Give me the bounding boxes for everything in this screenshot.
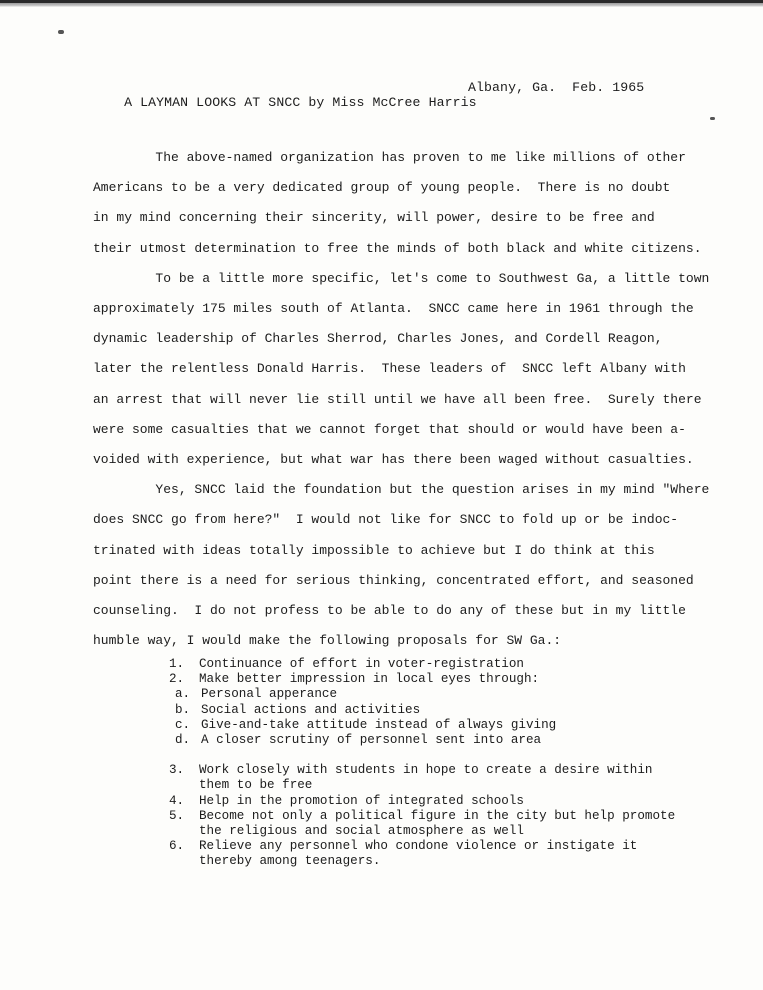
paragraph-line: dynamic leadership of Charles Sherrod, Charles Jones, and Cordell Reagon,: [93, 331, 663, 347]
sub-proposal-text: Social actions and activities: [201, 702, 421, 717]
sub-proposal-item: [169, 718, 675, 733]
sub-proposal-text: Personal apperance: [201, 687, 338, 702]
proposal-item: [169, 763, 675, 793]
paragraph-line: were some casualties that we cannot forget that should or would have been a-: [93, 421, 686, 437]
document-header: [92, 80, 645, 140]
proposal-number: 1.: [169, 657, 185, 671]
proposal-text: Make better impression in local eyes through:: [199, 672, 540, 687]
proposal-item: [169, 839, 675, 869]
proposal-number: 5.: [169, 808, 185, 823]
document-title: A LAYMAN LOOKS AT SNCC by Miss McCree Harris: [124, 95, 477, 110]
paragraph-line: their utmost determination to free the minds of both black and white citizens.: [93, 240, 702, 256]
document-body: [93, 143, 710, 656]
sub-proposal-list: [169, 687, 675, 748]
paragraph-line: point there is a need for serious thinking, concentrated effort, and seasoned: [93, 572, 694, 588]
proposal-text: thereby among teenagers.: [199, 854, 381, 869]
sub-proposal-text: Give-and-take attitude instead of always giving: [201, 717, 557, 732]
paragraph-line: approximately 175 miles south of Atlanta. SNCC came here in 1961 through the: [93, 301, 694, 317]
proposal-number: 2.: [169, 672, 185, 687]
sub-proposal-letter: b.: [175, 702, 191, 717]
proposal-number: 6.: [169, 839, 185, 854]
paragraph-line: later the relentless Donald Harris. These leaders of SNCC left Albany with: [93, 361, 686, 377]
proposal-list: [169, 657, 675, 870]
sub-proposal-letter: d.: [175, 733, 191, 748]
paragraph-line: does SNCC go from here?" I would not like for SNCC to fold up or be indoc-: [93, 512, 679, 528]
proposal-item: [169, 809, 675, 839]
paragraph-line: voided with experience, but what war has there been waged without casualties.: [93, 452, 694, 468]
proposal-item: [169, 794, 675, 809]
proposal-item: [169, 657, 675, 672]
proposal-text: the religious and social atmosphere as well: [199, 824, 524, 839]
proposal-number: 3.: [169, 763, 185, 778]
proposal-text: Relieve any personnel who condone violence or instigate it: [199, 839, 638, 854]
proposal-number: 4.: [169, 793, 185, 808]
sub-proposal-item: [169, 703, 675, 718]
paragraph-line: in my mind concerning their sincerity, will power, desire to be free and: [93, 210, 655, 226]
paragraph-line: The above-named organization has proven to me like millions of other: [93, 150, 686, 165]
scan-speck: [710, 117, 715, 120]
scan-speck: [58, 30, 64, 34]
sub-proposal-letter: a.: [175, 687, 191, 702]
paragraph-line: Americans to be a very dedicated group of young people. There is no doubt: [93, 180, 671, 196]
paragraph-line: Yes, SNCC laid the foundation but the question arises in my mind "Where: [93, 482, 710, 498]
scan-top-edge: [0, 0, 763, 7]
proposal-item: [169, 672, 675, 748]
proposal-text: Work closely with students in hope to create a desire within: [199, 763, 653, 778]
paragraph-line: To be a little more specific, let's come to Southwest Ga, a little town: [93, 270, 710, 286]
place-date: Albany, Ga. Feb. 1965: [468, 80, 645, 95]
proposal-text: Continuance of effort in voter-registration: [199, 657, 524, 671]
sub-proposal-item: [169, 733, 675, 748]
proposal-text: Become not only a political figure in the city but help promote: [199, 808, 676, 823]
paragraph-line: humble way, I would make the following proposals for SW Ga.:: [93, 633, 562, 649]
sub-proposal-letter: c.: [175, 717, 191, 732]
proposal-text: Help in the promotion of integrated schools: [199, 793, 524, 808]
paragraph-line: an arrest that will never lie still until we have all been free. Surely there: [93, 391, 702, 407]
paragraph-line: trinated with ideas totally impossible to achieve but I do think at this: [93, 542, 655, 558]
sub-proposal-item: [169, 687, 675, 702]
proposal-text: them to be free: [199, 778, 313, 793]
paragraph-line: counseling. I do not profess to be able to do any of these but in my little: [93, 603, 686, 619]
sub-proposal-text: A closer scrutiny of personnel sent into area: [201, 733, 542, 748]
